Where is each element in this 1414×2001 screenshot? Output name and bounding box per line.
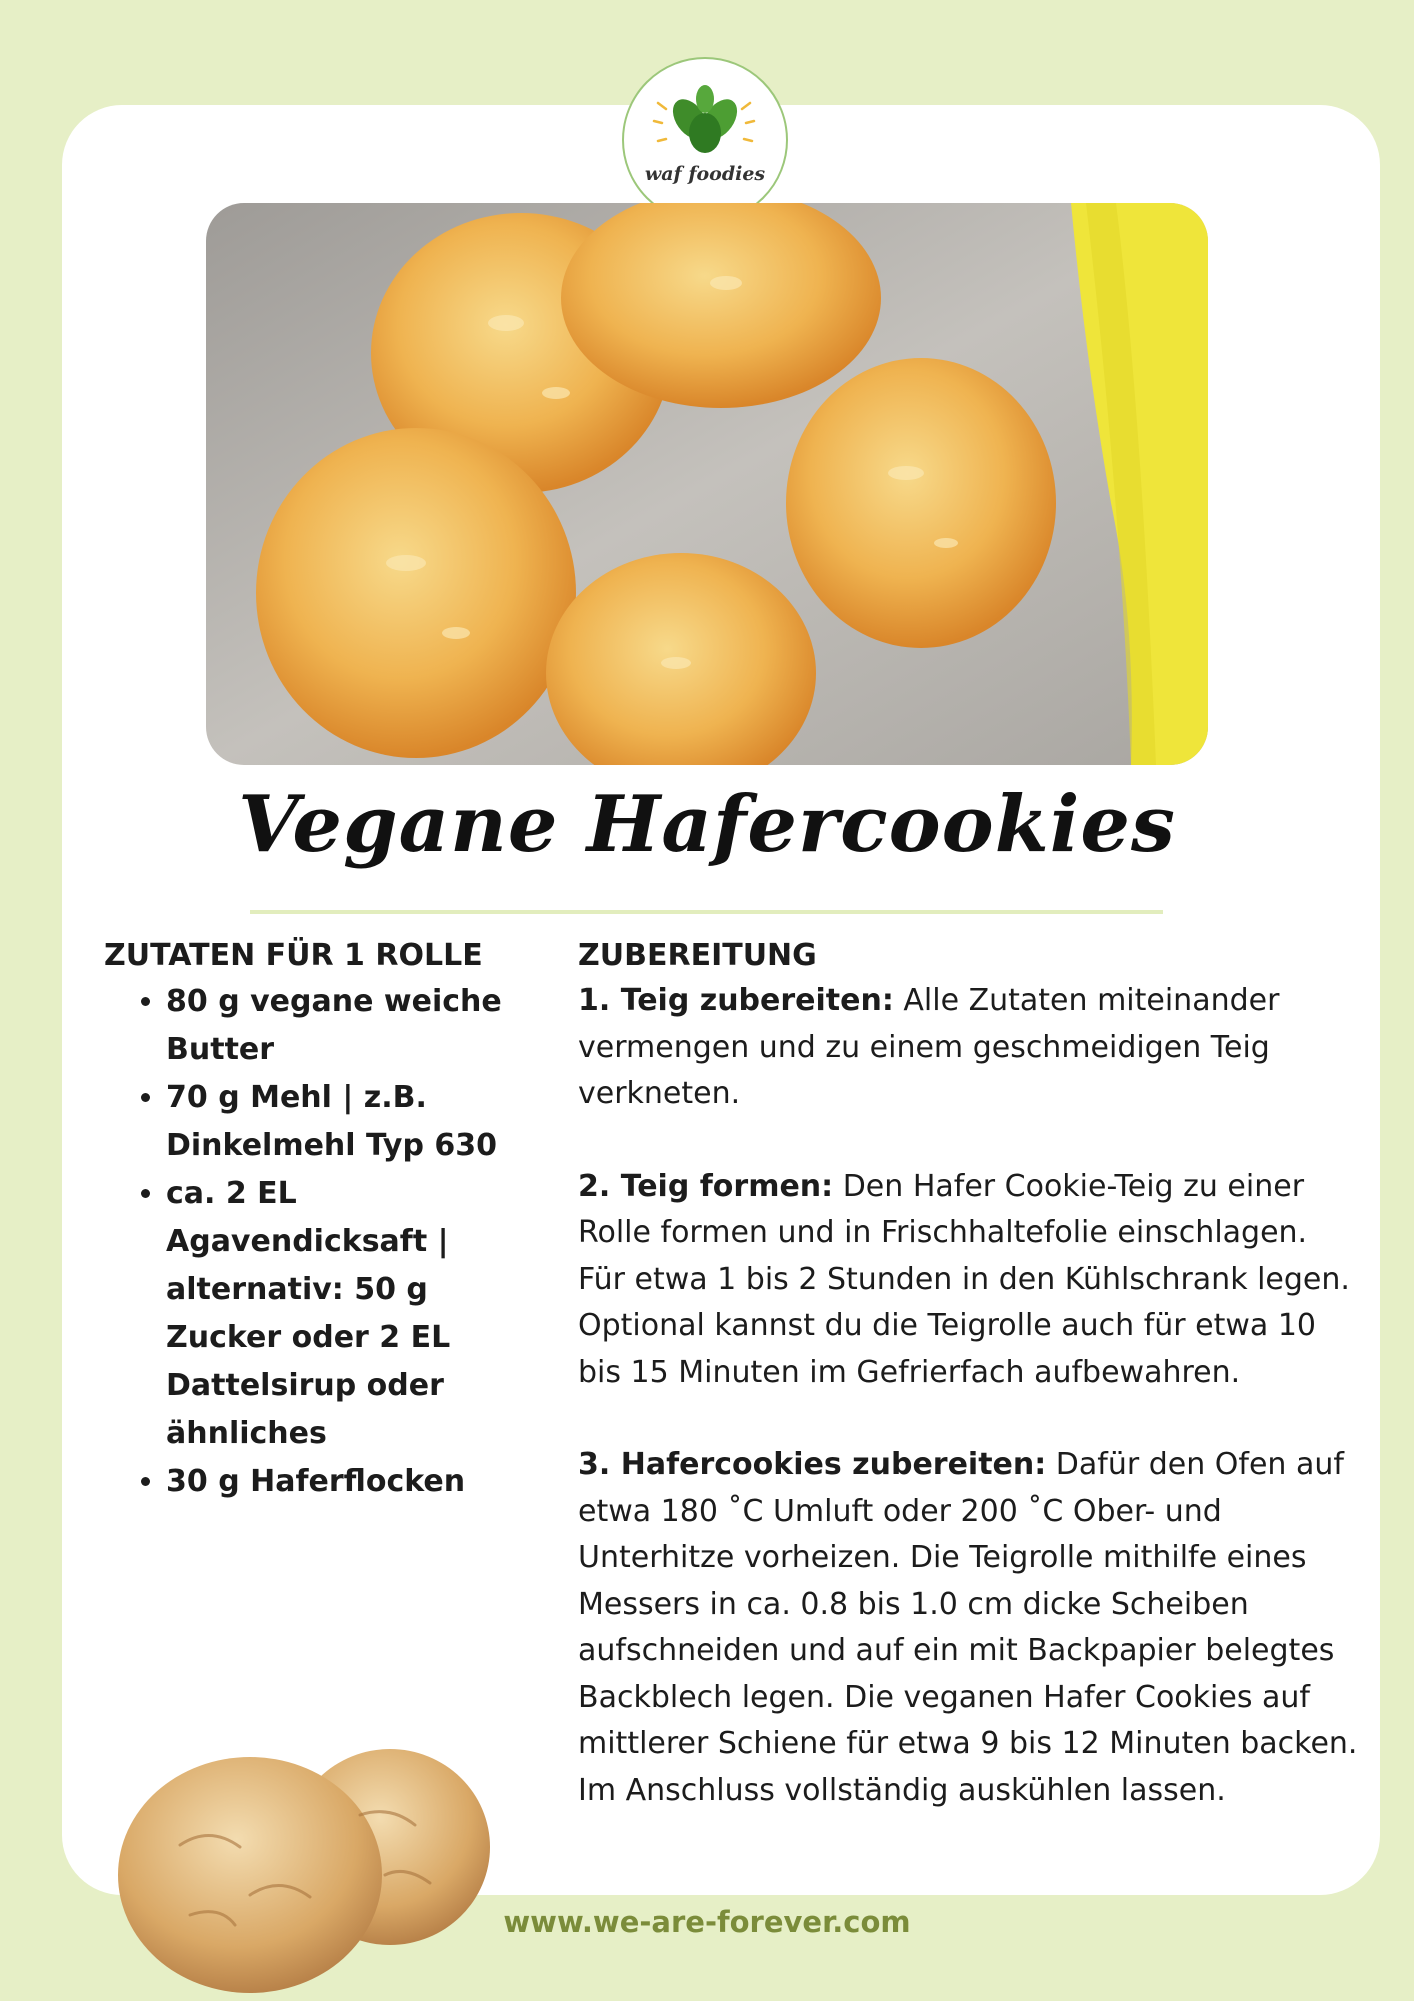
website-link[interactable]: www.we-are-forever.com — [503, 1905, 911, 1939]
preparation-step — [578, 1164, 1358, 1397]
preparation-section — [578, 934, 1358, 1814]
step-label: 1. Teig zubereiten: — [578, 983, 894, 1018]
step-label: 3. Hafercookies zubereiten: — [578, 1447, 1047, 1482]
logo-text: waf foodies — [644, 163, 766, 185]
ingredient-item: • 30 g Haferflocken — [166, 1458, 534, 1506]
ingredient-item: • 80 g vegane weiche Butter — [166, 978, 534, 1074]
title-divider — [250, 910, 1163, 914]
recipe-title: Vegane Hafercookies — [238, 779, 1176, 870]
step-text: Den Hafer Cookie-Teig zu einer Rolle formen und in Frischhaltefolie einschlagen. Für etwa 1 bis 2 Stunden in den Kühlschrank legen. Optional kannst du die Teigrolle auch für etwa 10 bis 15 Minuten im Gefrierfach aufbewahren. — [578, 1168, 1350, 1390]
preparation-heading: ZUBEREITUNG — [578, 938, 817, 973]
brand-logo — [622, 57, 788, 223]
basil-leaf-icon — [624, 59, 786, 221]
ingredients-list — [104, 978, 534, 1506]
ingredient-item: • 70 g Mehl | z.B. Dinkelmehl Typ 630 — [166, 1074, 534, 1170]
step-text: Dafür den Ofen auf etwa 180 ˚C Umluft oder 200 ˚C Ober- und Unterhitze vorheizen. Die Teigrolle mithilfe eines Messers in ca. 0.8 bis 1.0 cm dicke Scheiben aufschneiden und auf ein mit Backpapier belegtes Backblech legen. Die veganen Hafer Cookies auf mittlerer Schiene für etwa 9 bis 12 Minuten backen. Im Anschluss vollständig auskühlen lassen. — [578, 1447, 1358, 1808]
step-label: 2. Teig formen: — [578, 1168, 834, 1204]
ingredient-item: • ca. 2 EL Agavendicksaft | alternativ: 50 g Zucker oder 2 EL Dattelsirup oder ähnliches — [166, 1170, 534, 1458]
preparation-step — [578, 1442, 1358, 1814]
ingredients-heading: ZUTATEN FÜR 1 ROLLE — [104, 938, 483, 973]
cookie-photo — [206, 203, 1208, 765]
preparation-step — [578, 978, 1358, 1118]
cookies-illustration — [100, 1735, 500, 1997]
step-text: Alle Zutaten miteinander vermengen und zu einem geschmeidigen Teig verkneten. — [578, 983, 1280, 1111]
ingredients-section — [104, 934, 534, 1506]
